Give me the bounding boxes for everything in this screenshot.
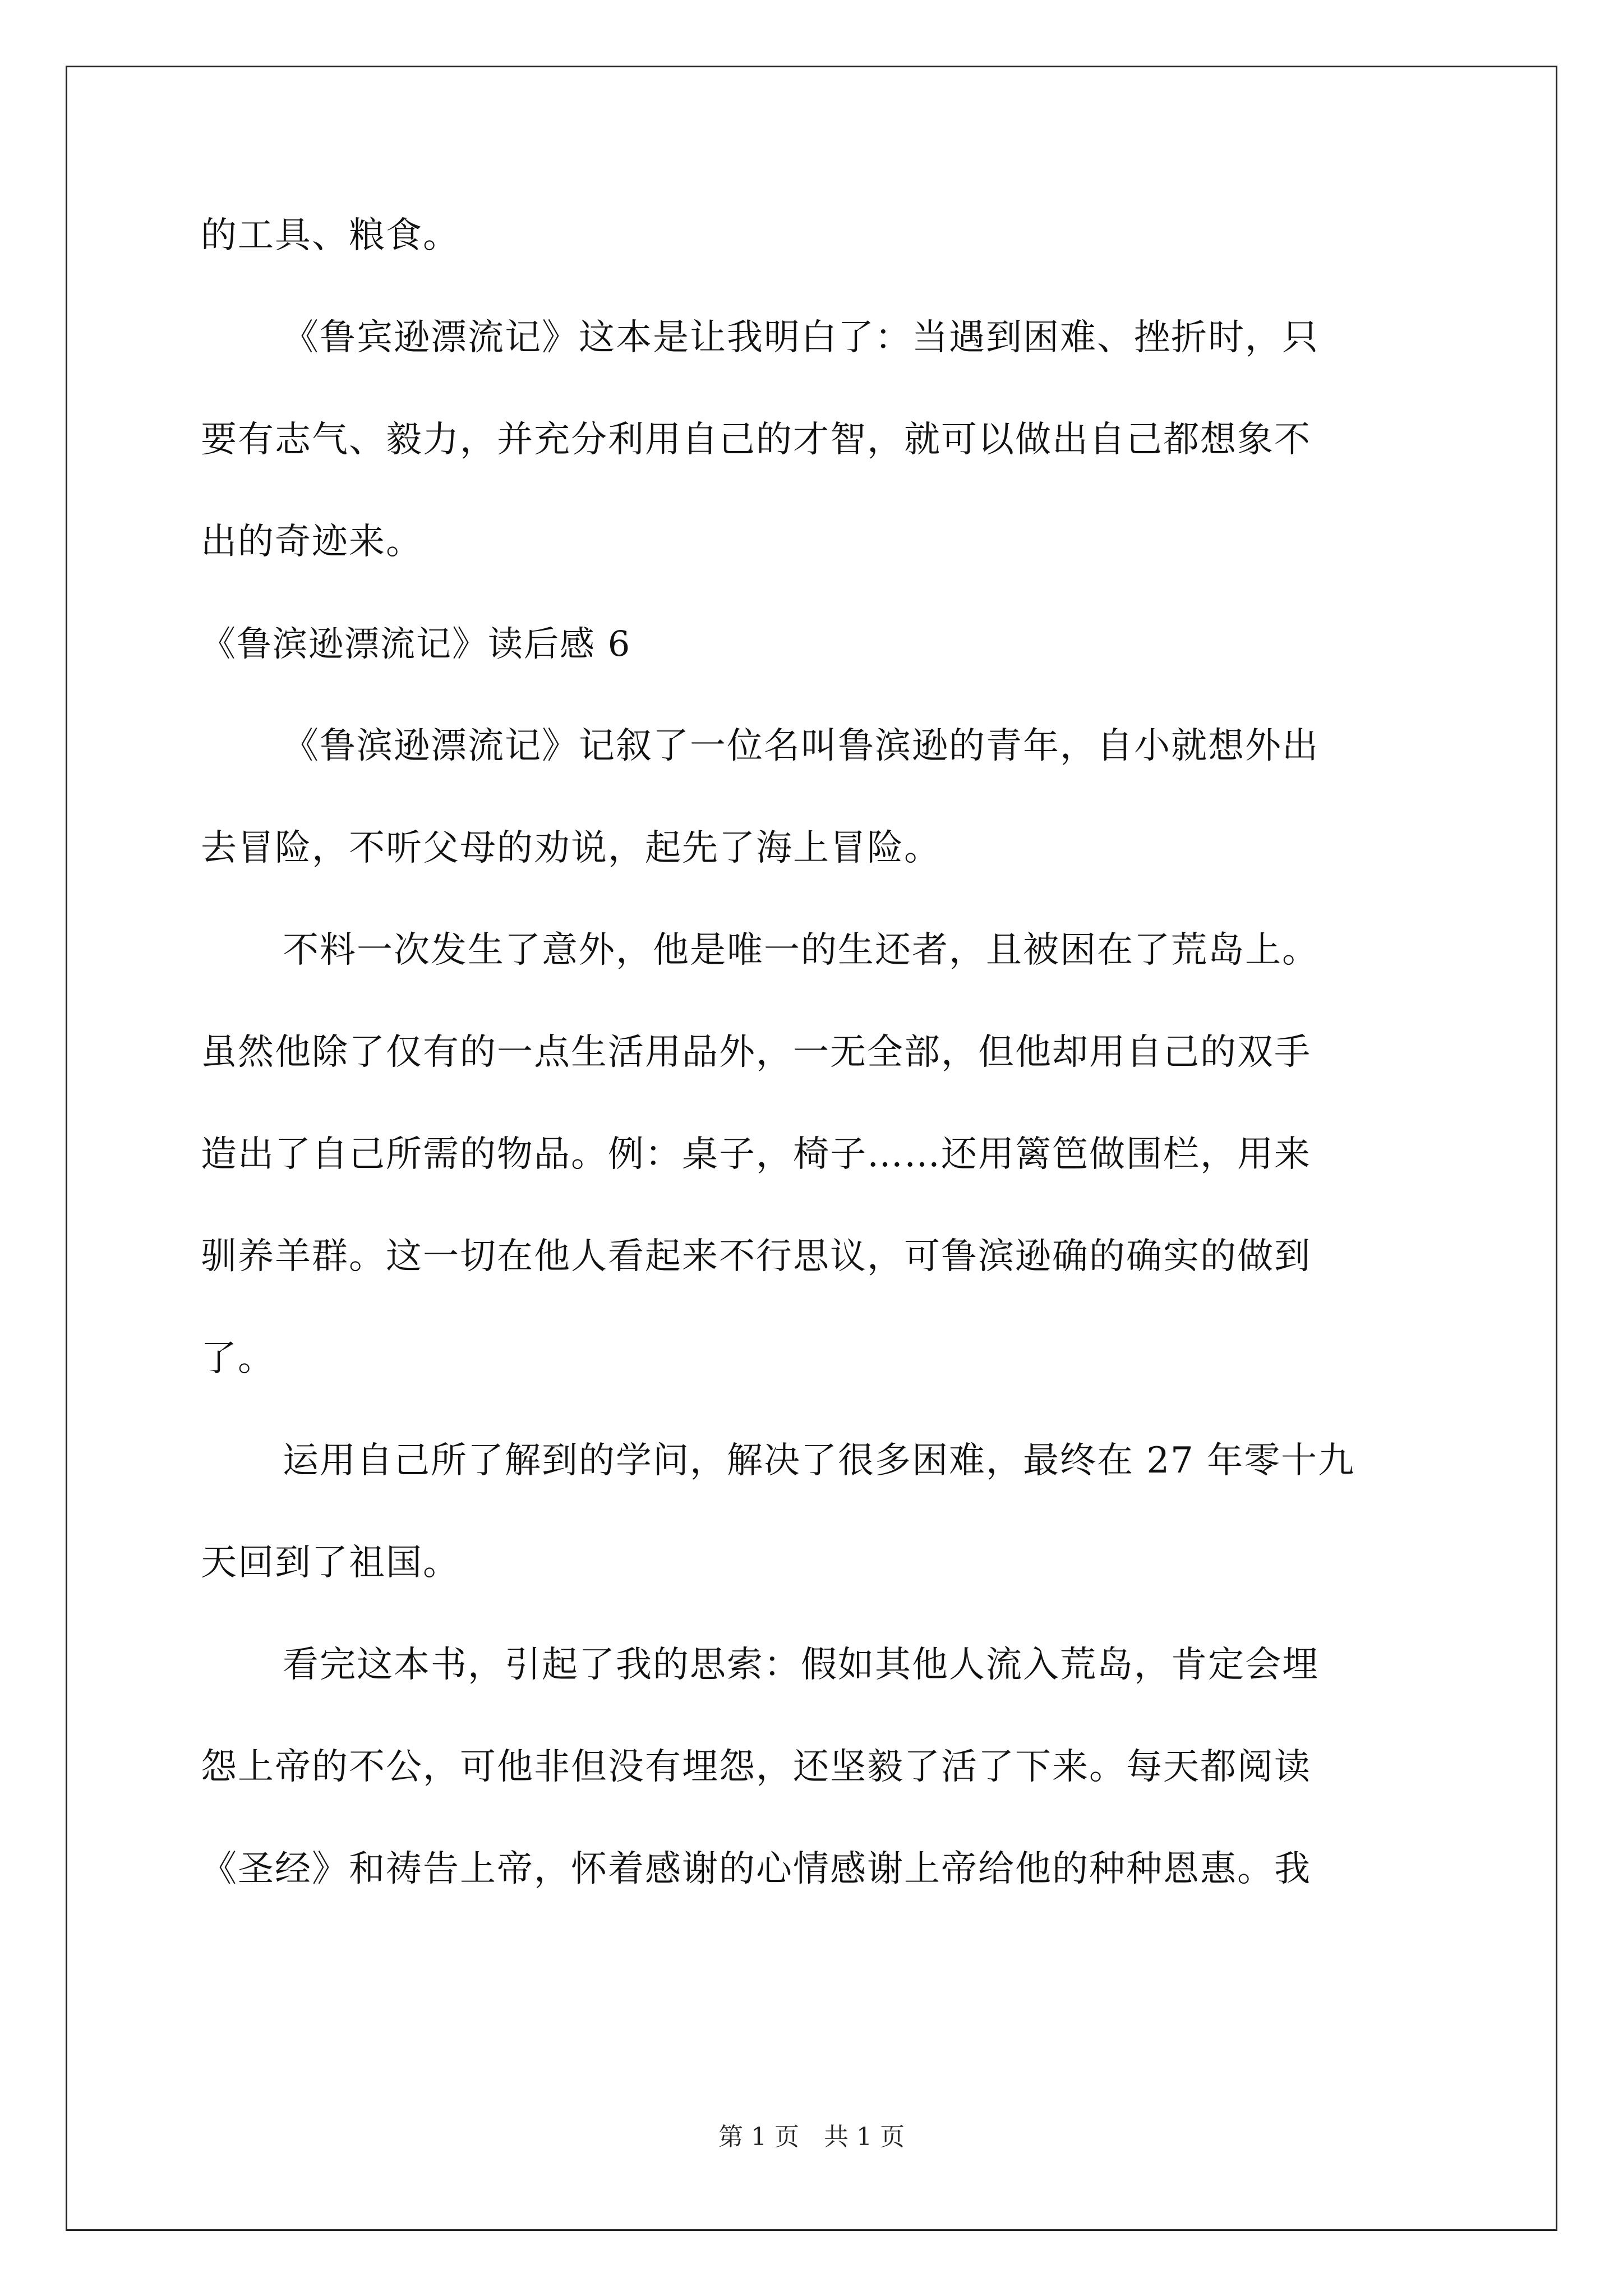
text-line: 去冒险，不听父母的劝说，起先了海上冒险。 [201, 827, 941, 869]
text-line: 造出了自己所需的物品。例：桌子，椅子……还用篱笆做围栏，用来 [201, 1134, 1311, 1175]
text-line: 怨上帝的不公，可他非但没有埋怨，还坚毅了活了下来。每天都阅读 [201, 1746, 1311, 1788]
text-line: 的工具、粮食。 [201, 215, 460, 256]
text-line: 要有志气、毅力，并充分利用自己的才智，就可以做出自己都想象不 [201, 419, 1311, 461]
section-heading: 《鲁滨逊漂流记》读后感 6 [201, 623, 631, 664]
page-footer: 第 1 页 共 1 页 [718, 2123, 905, 2151]
text-line: 不料一次发生了意外，他是唯一的生还者，且被困在了荒岛上。 [283, 930, 1319, 971]
text-line: 运用自己所了解到的学问，解决了很多困难，最终在 27 年零十九 [283, 1440, 1355, 1481]
text-line: 虽然他除了仅有的一点生活用品外，一无全部，但他却用自己的双手 [201, 1032, 1311, 1073]
text-line: 看完这本书，引起了我的思索：假如其他人流入荒岛，肯定会埋 [283, 1644, 1319, 1686]
text-line: 《鲁滨逊漂流记》记叙了一位名叫鲁滨逊的青年，自小就想外出 [283, 725, 1319, 767]
text-line: 出的奇迹来。 [201, 521, 423, 563]
text-line: 了。 [201, 1338, 275, 1379]
text-line: 《鲁宾逊漂流记》这本是让我明白了：当遇到困难、挫折时，只 [283, 317, 1319, 358]
text-line: 驯养羊群。这一切在他人看起来不行思议，可鲁滨逊确的确实的做到 [201, 1236, 1311, 1277]
text-line: 天回到了祖国。 [201, 1542, 460, 1584]
text-line: 《圣经》和祷告上帝，怀着感谢的心情感谢上帝给他的种种恩惠。我 [201, 1848, 1311, 1890]
